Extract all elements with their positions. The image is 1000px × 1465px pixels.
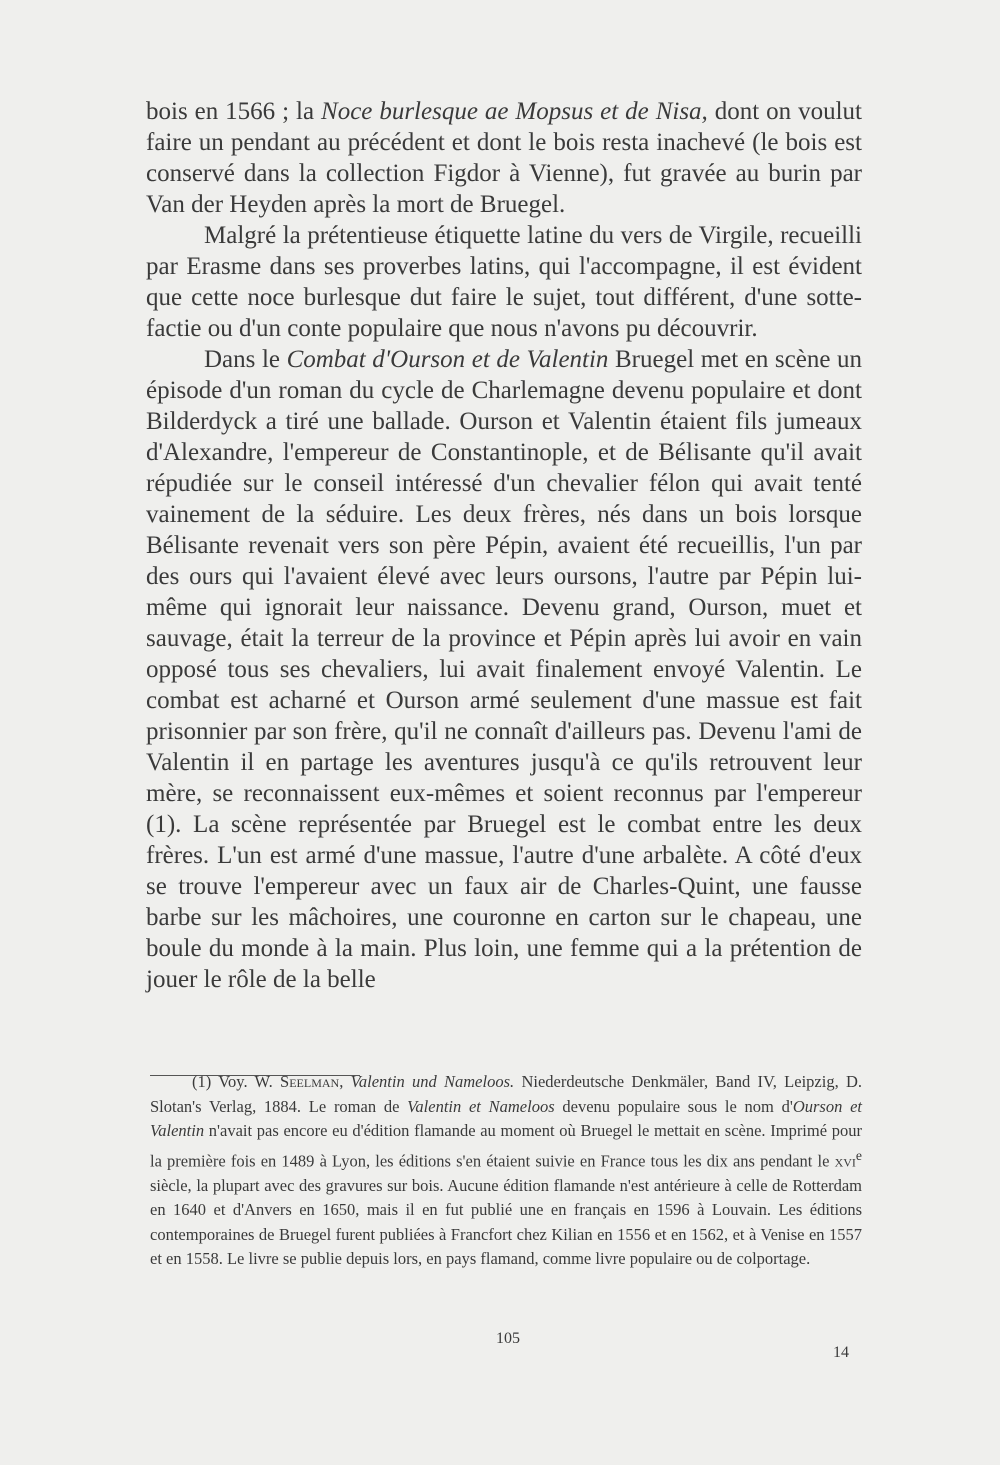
text-run: siècle, la plupart avec des gravures sur bois. Aucune édition flamande n'est antérieure à celle de Rotterdam en 1640 et d'Anvers en 1650, mais il en fut publié une en français en 1596 à Louvain. Les éditions contemporaines de Bruegel furent publiées à Francfort chez Kilian en 1556 et en 1562, et à Venise en 1557 et en 1558. Le livre se publie depuis lors, en pays flamand, comme livre populaire ou de colportage. <box>150 1175 862 1268</box>
text-run: n'avait pas encore eu d'édition flamande au moment où Bruegel le mettait en scène. Imprimé pour la première fois en 1489 à Lyon, les éditions s'en étaient suivie en France tous les dix ans pendant le <box>150 1121 862 1170</box>
italic-title: Combat d'Ourson et de Valentin <box>286 346 609 373</box>
footnote-1 <box>150 1070 862 1272</box>
page-number: 105 <box>496 1330 520 1347</box>
superscript: e <box>855 1147 862 1163</box>
italic-title: Valentin et Nameloos <box>407 1096 555 1116</box>
paragraph-1 <box>146 96 862 220</box>
text-run: (1) Voy. W. <box>192 1072 281 1091</box>
century-numeral: xvi <box>834 1151 856 1170</box>
signature-mark: 14 <box>833 1344 849 1361</box>
text-run: bois en 1566 ; la <box>146 98 322 125</box>
text-run: dont on voulut faire un pendant au précédent et dont le bois resta inachevé (le bois est conservé dans la collection Figdor à Vienne), fut gravée au burin par Van der Heyden après la mort de Bruegel. <box>146 98 862 218</box>
paragraph-3 <box>146 344 862 995</box>
main-text <box>146 96 862 995</box>
footnote <box>150 1070 862 1272</box>
text-run: Niederdeutsche Denkmäler, Band IV, Leipzig, D. Slotan's Verlag, 1884. Le roman de <box>150 1072 863 1116</box>
text-run: Bruegel met en scène un épisode d'un roman du cycle de Charlemagne devenu populaire et dont Bilderdyck a tiré une ballade. Ourson et Valentin étaient fils jumeaux d'Alexandre, l'empereur de Constantinople, et de Bélisante qu'il avait répudiée sur le conseil intéressé d'un chevalier félon qui avait tenté vainement de la séduire. Les deux frères, nés dans un bois lorsque Bélisante revenait vers son père Pépin, avaient été recueillis, l'un par des ours qui l'avaient élevé avec leurs oursons, l'autre par Pépin lui-même qui ignorait leur naissance. Devenu grand, Ourson, muet et sauvage, était la terreur de la province et Pépin après lui avoir en vain opposé tous ses chevaliers, lui avait finalement envoyé Valentin. Le combat est acharné et Ourson armé seulement d'une massue est fait prisonnier par son frère, qu'il ne connaît d'ailleurs pas. Devenu l'ami de Valentin il en partage les aventures jusqu'à ce qu'ils retrouvent leur mère, se reconnaissent eux-mêmes et soient reconnus par l'empereur (1). La scène représentée par Bruegel est le combat entre les deux frères. L'un est armé d'une massue, l'autre d'une arbalète. A côté d'eux se trouve l'empereur avec un faux air de Charles-Quint, une fausse barbe sur les mâchoires, une couronne en carton sur le chapeau, une boule du monde à la main. Plus loin, une femme qui a la prétention de jouer le rôle de la belle <box>146 346 863 993</box>
paragraph-2: Malgré la prétentieuse étiquette latine du vers de Virgile, recueilli par Erasme dans ses proverbes latins, qui l'accompagne, il est évident que cette noce burlesque dut faire le sujet, tout différent, d'une sotte-factie ou d'un conte populaire que nous n'avons pu découvrir. <box>146 222 862 342</box>
italic-title: Valentin und Nameloos. <box>350 1072 515 1091</box>
italic-title: Ourson et Valentin <box>150 1096 863 1140</box>
author-name: Seelman, <box>280 1072 344 1091</box>
text-run: devenu populaire sous le nom d' <box>554 1096 793 1116</box>
text-run: Dans le <box>204 346 287 373</box>
italic-title: Noce burlesque ae Mopsus et de Nisa, <box>321 98 708 125</box>
text-run <box>343 1072 350 1091</box>
